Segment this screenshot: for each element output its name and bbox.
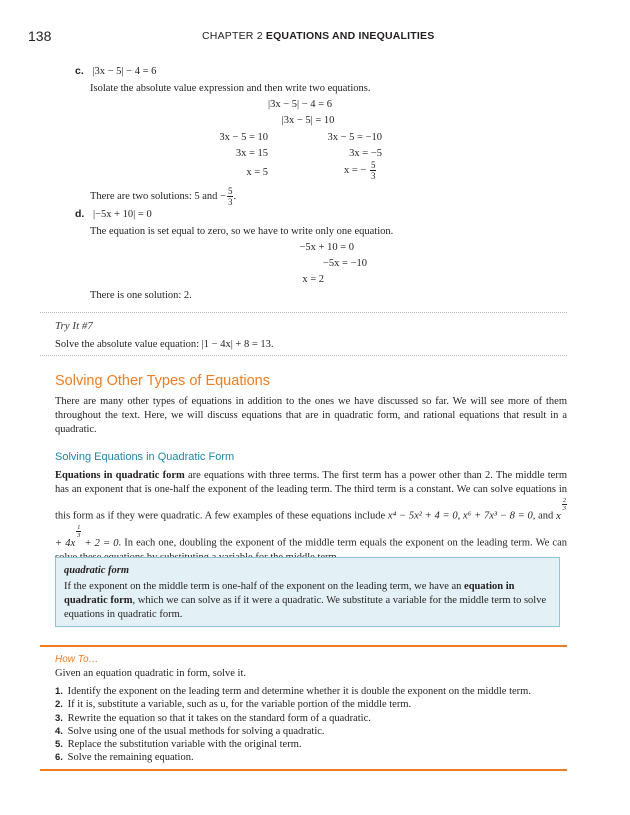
section-title: Solving Other Types of Equations: [55, 373, 270, 389]
how-to-step: 2. If it is, substitute a variable, such as u, for the variable portion of the middle term.: [55, 699, 412, 711]
part-c-problem: c. |3x − 5| − 4 = 6: [75, 65, 157, 77]
how-to-title: How To…: [55, 654, 99, 665]
part-c-instruction: Isolate the absolute value expression and then write two equations.: [90, 83, 371, 94]
how-to-steps: [55, 685, 531, 765]
left-eq-2: 3x = 15: [235, 148, 268, 159]
try-it-title: Try It #7: [55, 320, 93, 332]
try-it-top-rule: [40, 312, 567, 313]
part-c-step2: |3x − 5| = 10: [281, 115, 335, 126]
try-it-text: Solve the absolute value equation: |1 − 4x| + 8 = 13.: [55, 339, 274, 350]
how-to-step: 4. Solve using one of the usual methods for solving a quadratic.: [55, 725, 325, 737]
right-eq-2: 3x = −5: [349, 148, 382, 159]
definition-title: quadratic form: [64, 565, 130, 576]
chapter-title: EQUATIONS AND INEQUALITIES: [265, 30, 435, 42]
part-c-step1: |3x − 5| − 4 = 6: [268, 99, 332, 110]
fraction-five-thirds: $\frac{5}{3}$: [370, 160, 376, 181]
part-d-problem: d. |−5x + 10| = 0: [75, 208, 152, 220]
part-d-label: d.: [75, 208, 85, 220]
how-to-bottom-rule: [40, 769, 567, 771]
how-to-intro: Given an equation quadratic in form, solve it.: [55, 668, 246, 679]
definition-text: If the exponent on the middle term is one-half of the exponent on the leading term, we have an equation in quadratic form, which we can solve as if it were a quadratic. We substitute a variable for the middle term to solve equations in quadratic form.: [64, 581, 547, 620]
part-c-conclusion: There are two solutions: 5 and − $\frac{5}{3}$ .: [90, 186, 237, 207]
left-eq-3: x = 5: [246, 167, 268, 178]
how-to-step: 3. Rewrite the equation so that it takes on the standard form of a quadratic.: [55, 712, 371, 724]
part-d-step1: −5x + 10 = 0: [299, 242, 354, 253]
how-to-step: 6. Solve the remaining equation.: [55, 752, 194, 764]
right-eq-1: 3x − 5 = −10: [327, 132, 382, 143]
part-d-step3: x = 2: [302, 274, 324, 285]
definition-box: [55, 557, 560, 627]
chapter-prefix: CHAPTER 2: [202, 30, 263, 42]
part-d-step2: −5x = −10: [322, 258, 367, 269]
how-to-top-rule: [40, 645, 567, 647]
part-d-instruction: The equation is set equal to zero, so we have to write only one equation.: [90, 226, 394, 237]
part-d-conclusion: There is one solution: 2.: [90, 290, 192, 301]
section-intro: There are many other types of equations in addition to the ones we have discussed so far. We will see more of them throughout the text. Here, we will discuss equations that are in quadratic form, and rational equations that result in a quadratic.: [55, 396, 567, 436]
how-to-step: 5. Replace the substitution variable with the original term.: [55, 739, 302, 751]
part-c-label: c.: [75, 65, 84, 77]
subsection-title: Solving Equations in Quadratic Form: [55, 451, 235, 463]
running-head: [202, 30, 434, 42]
right-eq-3: x = − $\frac{5}{3}$: [344, 160, 376, 181]
try-it-bottom-rule: [40, 355, 567, 356]
how-to-step: 1. Identify the exponent on the leading term and determine whether it is double the exponent on the middle term.: [55, 686, 531, 697]
left-eq-1: 3x − 5 = 10: [219, 132, 268, 143]
page-number: 138: [28, 28, 52, 44]
subsection-body: Equations in quadratic form are equations with three terms. The first term has a power other than 2. The middle term has an exponent that is one-half the exponent of the leading term. The third term is a constant. We can solve equations in this form as if they were quadratic. A few examples of these equations include x⁴ − 5x² + 4 = 0, x⁶ + 7x³ − 8 = 0, and x $^{\frac{2}{3}}$ + 4x $^{\frac{1}{3}}$ + 2 = 0. In each one, doubling the exponent of the middle term equals the exponent on the leading term. We can: [55, 470, 568, 549]
